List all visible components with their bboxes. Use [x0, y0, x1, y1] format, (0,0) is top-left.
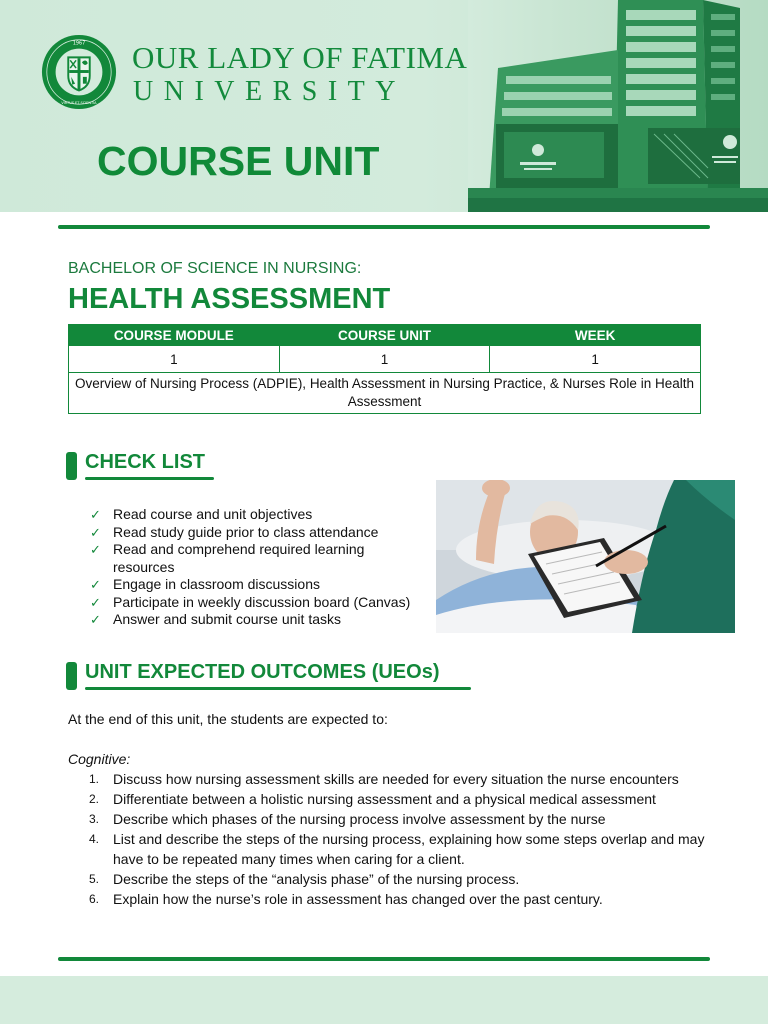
- university-logo: [40, 33, 118, 111]
- list-item: 4. List and describe the steps of the nursing process, explaining how some steps overlap and may have to be repeated many times when caring for a client.: [89, 831, 705, 867]
- degree-program: BACHELOR OF SCIENCE IN NURSING:: [68, 260, 362, 277]
- checklist: [90, 506, 420, 629]
- checkmark-icon: ✓: [90, 542, 101, 557]
- list-item: ✓ Read study guide prior to class attendance: [90, 523, 379, 540]
- footer-divider: [58, 957, 710, 961]
- table-row: [69, 373, 701, 414]
- list-item: 6. Explain how the nurse’s role in assessment has changed over the past century.: [89, 891, 603, 907]
- course-module-value: 1: [69, 346, 280, 373]
- page-footer: [0, 976, 768, 1024]
- university-name-line1: OUR LADY OF FATIMA: [132, 40, 468, 75]
- university-name-line2: UNIVERSITY: [133, 76, 406, 107]
- list-item: ✓ Read course and unit objectives: [90, 506, 313, 522]
- unit-description: Overview of Nursing Process (ADPIE), Health Assessment in Nursing Practice, & Nurses Role in Health Assessment: [69, 373, 701, 414]
- logo-motto: VIRTUS ET SCIENTIA: [61, 101, 97, 106]
- checkmark-icon: ✓: [90, 612, 101, 627]
- page-header: [0, 0, 768, 212]
- logo-year: 1967: [72, 40, 86, 47]
- outcomes-title: UNIT EXPECTED OUTCOMES (UEOs): [85, 661, 440, 683]
- heading-underline: [85, 477, 214, 480]
- outcomes-intro: At the end of this unit, the students are expected to:: [68, 711, 388, 727]
- course-subject-title: HEALTH ASSESSMENT: [68, 283, 391, 315]
- outcome-category: Cognitive:: [68, 751, 131, 767]
- checklist-title: CHECK LIST: [85, 451, 205, 473]
- nurse-patient-photo: [436, 480, 735, 633]
- checkmark-icon: ✓: [90, 594, 101, 610]
- outcomes-list: [68, 769, 708, 909]
- heading-underline: [85, 687, 471, 690]
- list-item: ✓ Participate in weekly discussion board (Canvas): [90, 593, 411, 610]
- table-header-course-module: COURSE MODULE: [69, 325, 280, 346]
- checkmark-icon: ✓: [90, 577, 101, 592]
- checkmark-icon: ✓: [90, 524, 101, 540]
- section-marker: [66, 452, 77, 480]
- list-item: ✓ Read and comprehend required learning resources: [90, 541, 365, 575]
- course-unit-value: 1: [279, 346, 490, 373]
- header-divider: [58, 225, 710, 229]
- list-item: 2. Differentiate between a holistic nursing assessment and a physical medical assessment: [89, 791, 656, 807]
- checklist-heading: [66, 451, 236, 481]
- week-value: 1: [490, 346, 701, 373]
- table-row: [69, 346, 701, 373]
- list-item: 5. Describe the steps of the “analysis phase” of the nursing process.: [89, 871, 520, 887]
- table-header-course-unit: COURSE UNIT: [279, 325, 490, 346]
- checkmark-icon: ✓: [90, 507, 101, 522]
- table-header-week: WEEK: [490, 325, 701, 346]
- list-item: ✓ Engage in classroom discussions: [90, 576, 320, 592]
- list-item: ✓ Answer and submit course unit tasks: [90, 611, 341, 627]
- list-item: 3. Describe which phases of the nursing process involve assessment by the nurse: [89, 811, 606, 827]
- campus-building-image: [468, 0, 768, 212]
- document-type-title: COURSE UNIT: [97, 138, 380, 184]
- table-header-row: [69, 325, 701, 346]
- list-item: 1. Discuss how nursing assessment skills are needed for every situation the nurse encounters: [89, 771, 679, 787]
- outcomes-heading: [66, 661, 486, 691]
- section-marker: [66, 662, 77, 690]
- course-info-table: [68, 324, 701, 414]
